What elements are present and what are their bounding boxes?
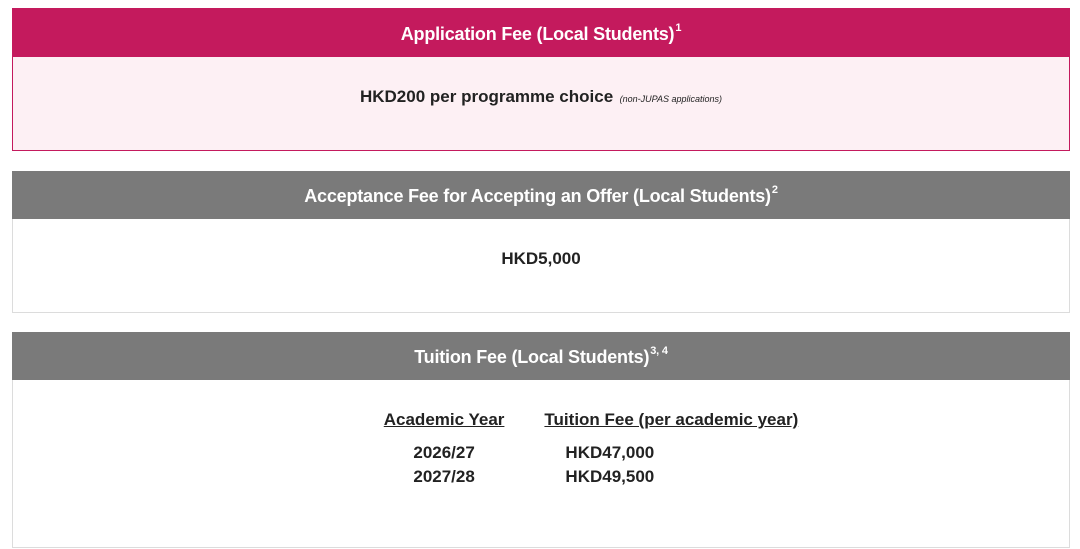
- application-fee-amount: HKD200 per programme choice: [359, 87, 614, 106]
- application-fee-title: Application Fee (Local Students): [400, 24, 675, 44]
- tuition-fee-table: [364, 410, 819, 490]
- application-fee-footnote: 1: [675, 22, 682, 34]
- academic-year-cell: 2027/28: [413, 467, 475, 486]
- table-header-row: [364, 410, 819, 442]
- acceptance-fee-body: [13, 219, 1069, 312]
- academic-year-cell: 2026/27: [413, 443, 475, 462]
- application-fee-panel: [12, 8, 1070, 151]
- column-header-academic-year: Academic Year: [383, 410, 505, 429]
- acceptance-fee-header: [12, 171, 1070, 219]
- column-header-tuition-fee: Tuition Fee (per academic year): [544, 410, 799, 429]
- table-row: [364, 466, 819, 490]
- application-fee-body: [13, 57, 1069, 150]
- tuition-fee-body: [13, 380, 1069, 490]
- acceptance-fee-footnote: 2: [771, 184, 778, 196]
- acceptance-fee-panel: [12, 171, 1070, 313]
- tuition-fee-header: [12, 332, 1070, 380]
- application-fee-header: [13, 9, 1069, 57]
- tuition-fee-cell: HKD49,500: [565, 467, 655, 486]
- tuition-fee-footnote: 3, 4: [650, 345, 668, 357]
- tuition-fee-title: Tuition Fee (Local Students): [414, 347, 650, 367]
- acceptance-fee-title: Acceptance Fee for Accepting an Offer (Local Students): [304, 186, 771, 206]
- table-row: [364, 442, 819, 466]
- tuition-fee-cell: HKD47,000: [565, 443, 655, 462]
- tuition-fee-panel: [12, 332, 1070, 548]
- application-fee-note: (non-JUPAS applications): [619, 94, 723, 104]
- acceptance-fee-amount: HKD5,000: [501, 249, 581, 268]
